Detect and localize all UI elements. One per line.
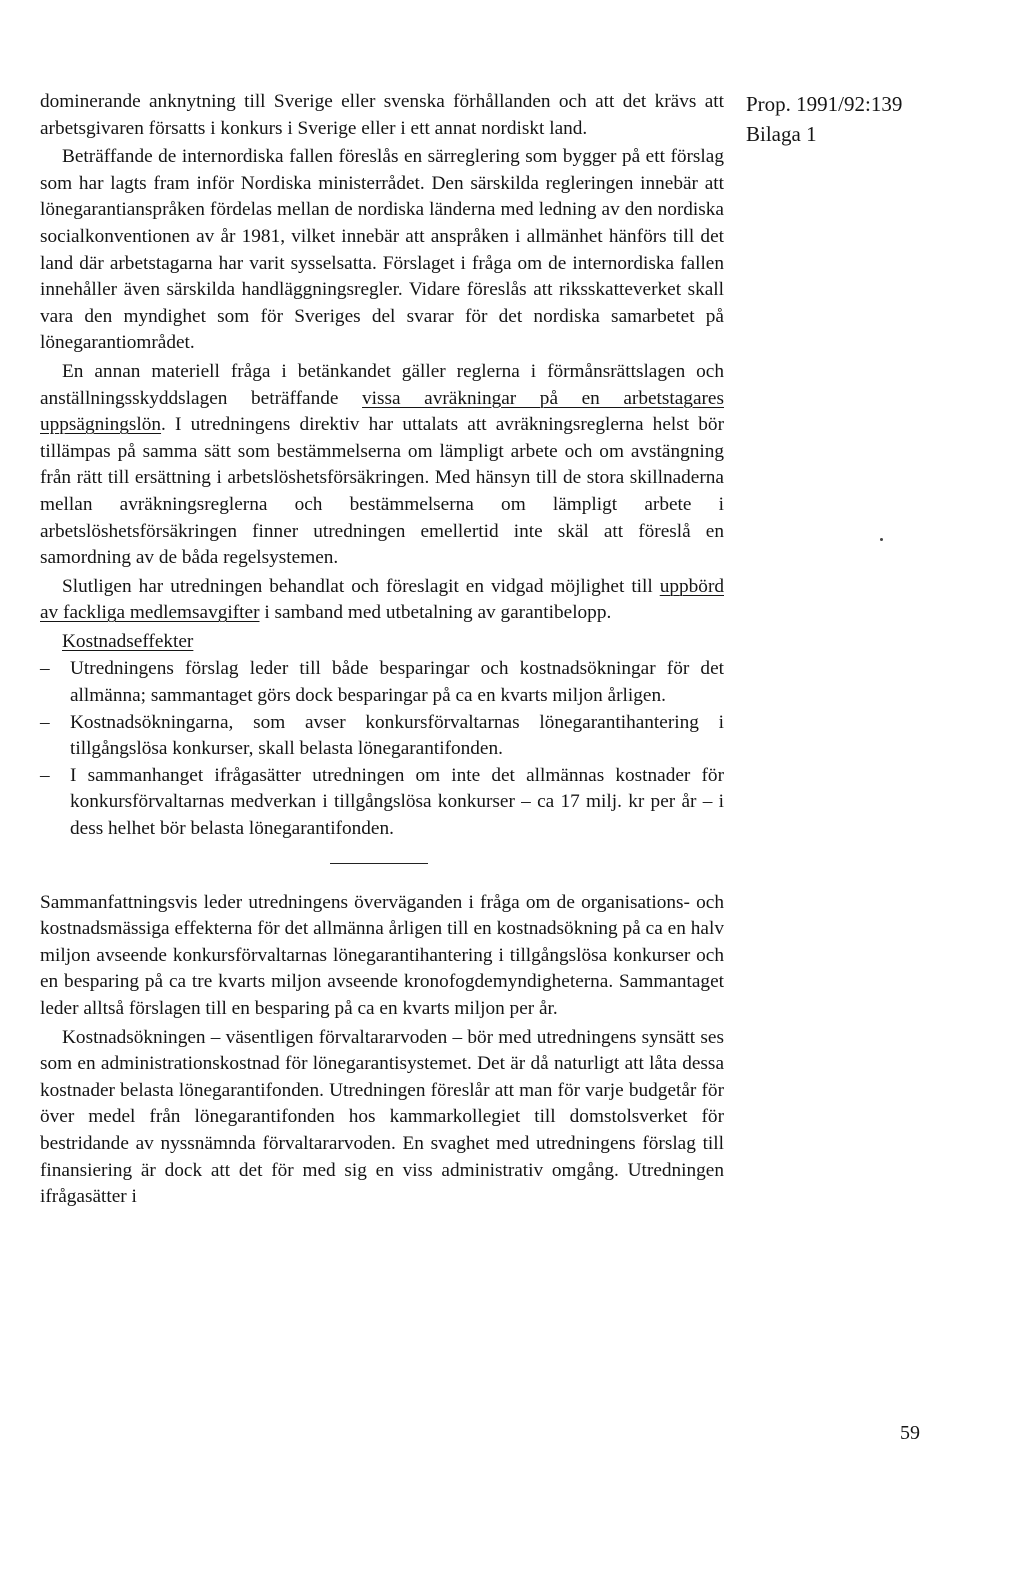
margin-reference [746,89,996,149]
paragraph-3 [40,359,724,572]
list-item-text: I sammanhanget ifrågasätter utredningen om inte det allmännas kostnader för konkursförvaltarnas medverkan i tillgångslösa konkurser – ca 17 milj. kr per år – i dess helhet bör belasta lönegarantifonden. [70,764,724,840]
paragraph-4 [40,574,724,627]
section-heading: Kostnadseffekter [62,630,194,652]
stray-mark [880,538,883,541]
list-item [40,710,724,763]
appendix-label: Bilaga 1 [746,122,817,146]
paragraph-5: Sammanfattningsvis leder utredningens överväganden i fråga om de organisations- och kostnadsmässiga effekterna för det allmänna årligen till en kostnadsökning på ca en halv miljon avseende konkursförvaltarnas lönegarantihantering i tillgångslösa konkurser och en besparing på ca tre kvarts miljon avseende kronofogdemyndigheterna. Sammantaget leder alltså förslagen till en besparing på ca en kvarts miljon per år. [40,891,724,1019]
list-item [40,656,724,709]
list-item [40,763,724,843]
page-number: 59 [900,1422,920,1444]
dash-marker: – [40,764,50,786]
underlined-phrase-uppbord: uppbörd av fackliga medlemsavgifter [40,575,724,624]
paragraph-4-start: Slutligen har utredningen behandlat och föreslagit en vidgad möjlighet till [62,575,660,597]
paragraph-3-rest: . I utredningens direktiv har uttalats att avräkningsreglerna helst bör tillämpas på samma sätt som bestämmelserna om lämpligt arbete och om avstängning från rätt till ersättning i arbetslöshetsförsäkringen. Med hänsyn till de stora skillnaderna mellan avräkningsreglerna och bestämmelserna om lämpligt arbete i arbetslöshetsförsäkringen finner utredningen emellertid inte skäl att föreslå en samordning av de båda regelsystemen. [40,414,724,569]
paragraph-4-rest: i samband med utbetalning av garantibelopp. [259,602,612,624]
paragraph-3-start: En annan materiell fråga i betänkandet gäller reglerna i förmånsrättslagen och anställningsskyddslagen beträffande [40,360,724,409]
paragraph-2: Beträffande de internordiska fallen föreslås en särreglering som bygger på ett förslag som har lagts fram inför Nordiska ministerrådet. Den särskilda regleringen innebär att lönegarantianspråken fördelas mellan de nordiska länderna med ledning av den nordiska socialkonventionen av år 1981, vilket innebär att anspråken i allmänhet hänförs till det land där arbetstagarna har varit sysselsatta. Förslaget i fråga om de internordiska fallen innehåller även särskilda handläggningsregler. Vidare föreslås att riksskatteverket skall vara den myndighet som för Sveriges del svarar för det nordiska samarbetet på lönegarantiområdet. [40,146,724,354]
body-text [40,89,724,1211]
dash-marker: – [40,658,50,680]
list-item-text: Utredningens förslag leder till både besparingar och kostnadsökningar för det allmänna; sammantaget görs dock besparingar på ca en kvarts miljon årligen. [70,658,724,707]
list-item-text: Kostnadsökningarna, som avser konkursförvaltarnas lönegarantihantering i tillgångslösa konkurser, skall belasta lönegarantifonden. [70,711,724,760]
paragraph-6: Kostnadsökningen – väsentligen förvaltararvoden – bör med utredningens synsätt ses som en administrationskostnad för lönegarantisystemet. Det är då naturligt att låta dessa kostnader belasta lönegarantifonden. Utredningen föreslår att man för varje budgetår för över medel från lönegarantifonden hos kammarkollegiet till domstolsverket för bestridande av nyssnämnda förvaltararvoden. En svaghet med utredningens förslag till finansiering är dock att det för med sig en viss administrativ omgång. Utredningen ifrågasätter i [40,1026,724,1208]
dash-marker: – [40,711,50,733]
proposition-number: Prop. 1991/92:139 [746,92,903,116]
paragraph-1: dominerande anknytning till Sverige eller svenska förhållanden och att det krävs att arbetsgivaren försatts i konkurs i Sverige eller i ett annat nordiskt land. [40,91,724,139]
dash-list [40,656,724,842]
underlined-phrase-avrakningar: vissa avräkningar på en arbetstagares uppsägningslön [40,387,724,436]
